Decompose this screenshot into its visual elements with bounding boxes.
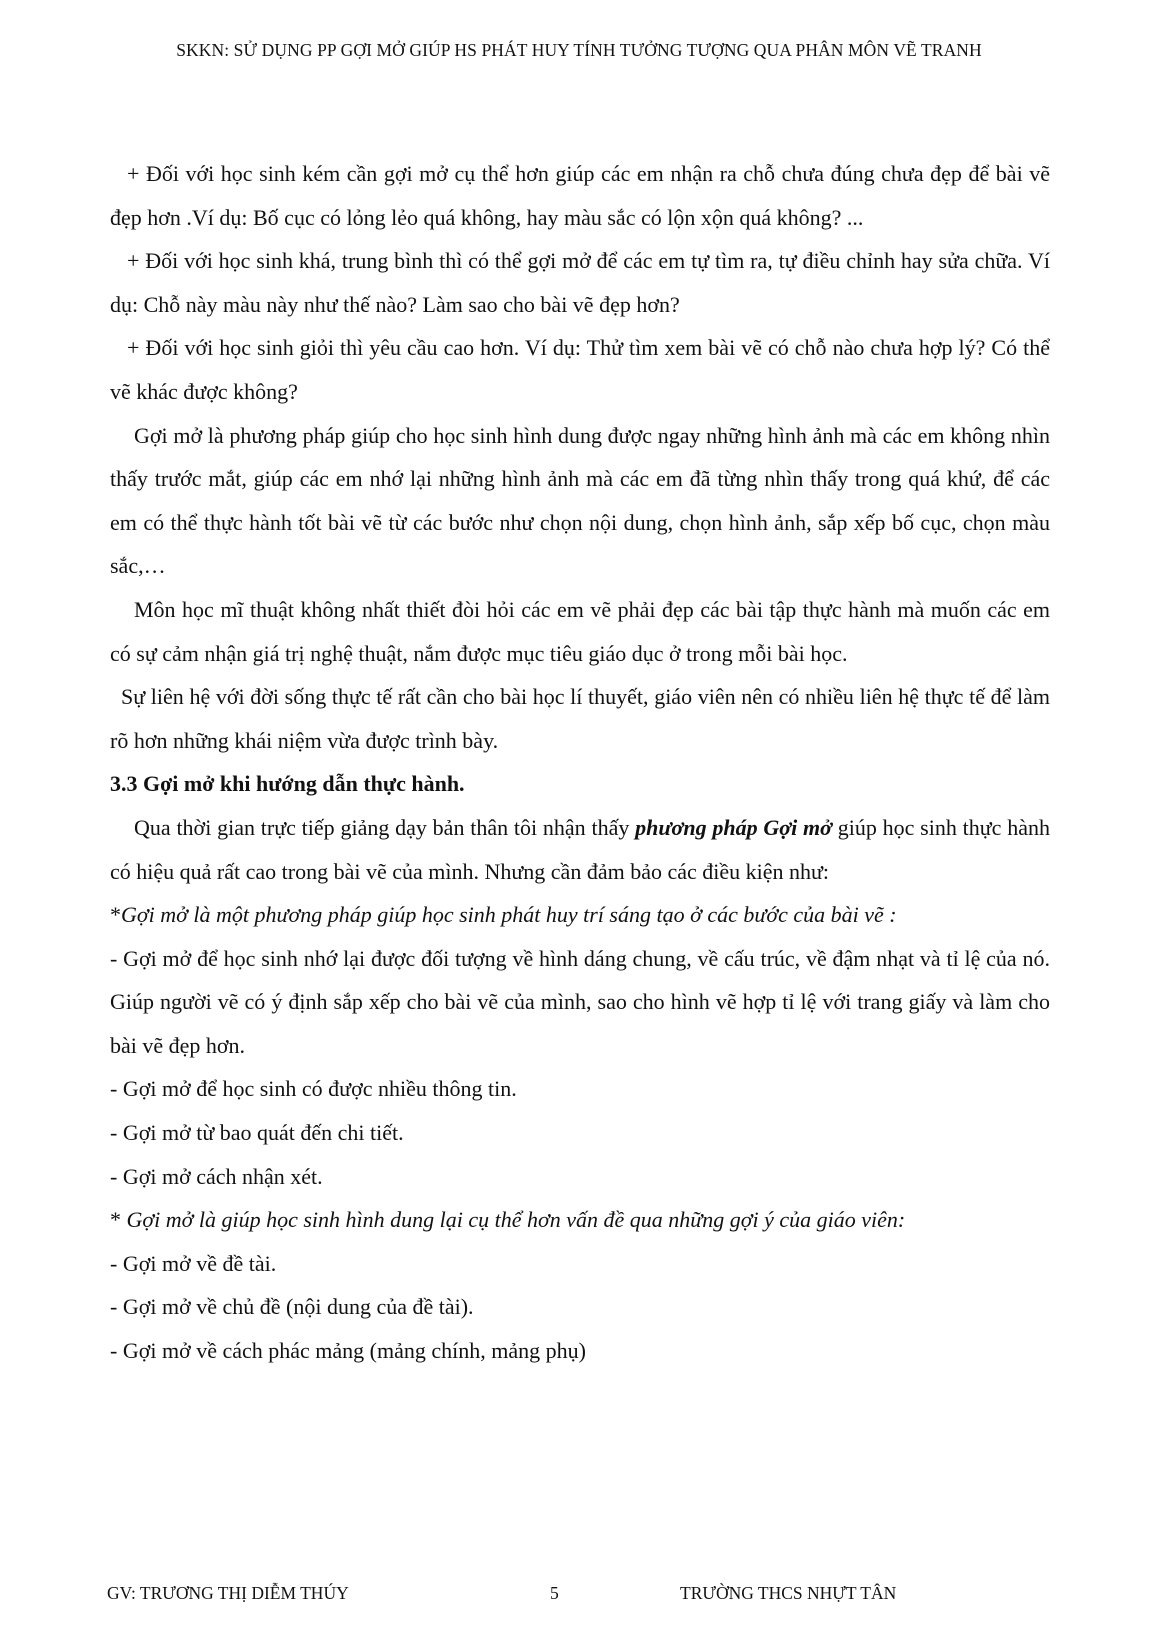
creative-steps-intro — [110, 893, 1050, 937]
paragraph-practice — [110, 806, 1050, 893]
section-heading: 3.3 Gợi mở khi hướng dẫn thực hành. — [110, 771, 465, 797]
page-number: 5 — [550, 1583, 559, 1603]
paragraph-real-life: Sự liên hệ với đời sống thực tế rất cần cho bài học lí thuyết, giáo viên nên có nhiều liên hệ thực tế để làm rõ hơn những khái niệm vừa được trình bày. — [110, 684, 1050, 753]
bullet-item: - Gợi mở để học sinh có được nhiều thông tin. — [110, 1076, 517, 1102]
bullet-item: - Gợi mở về chủ đề (nội dung của đề tài). — [110, 1294, 474, 1320]
footer-author: GV: TRƯƠNG THỊ DIỄM THÚY — [107, 1583, 349, 1603]
visualize-text: Gợi mở là giúp học sinh hình dung lại cụ thể hơn vấn đề qua những gợi ý của giáo viên: — [126, 1207, 906, 1233]
bullet-item: - Gợi mở về đề tài. — [110, 1250, 277, 1276]
asterisk-marker: * — [110, 1207, 127, 1233]
asterisk-marker: * — [110, 902, 121, 928]
paragraph-art-subject: Môn học mĩ thuật không nhất thiết đòi hỏi các em vẽ phải đẹp các bài tập thực hành mà muốn các em có sự cảm nhận giá trị nghệ thuật, nắm được mục tiêu giáo dục ở trong mỗi bài học. — [110, 596, 1050, 666]
paragraph-average-students: + Đối với học sinh khá, trung bình thì có thể gợi mở để các em tự tìm ra, tự điều chỉnh hay sửa chữa. Ví dụ: Chỗ này màu này như thế nào? Làm sao cho bài vẽ đẹp hơn? — [110, 248, 1050, 317]
visualize-intro — [110, 1198, 1050, 1242]
bullet-item: - Gợi mở để học sinh nhớ lại được đối tượng về hình dáng chung, về cấu trúc, về đậm nhạt và tỉ lệ của nó. Giúp người vẽ có ý định sắp xếp cho bài vẽ của mình, sao cho hình vẽ hợp tỉ lệ với trang giấy và làm cho bài vẽ đẹp hơn. — [110, 945, 1050, 1058]
paragraph-practice-tail: giúp học sinh thực hành có hiệu quả rất cao trong bài vẽ của mình. Nhưng cần đảm bảo các điều kiện như: — [110, 814, 1051, 884]
bullet-item: - Gợi mở từ bao quát đến chi tiết. — [110, 1120, 404, 1146]
footer-school: TRƯỜNG THCS NHỰT TÂN — [680, 1583, 897, 1603]
method-emphasis: phương pháp Gợi mở — [635, 814, 832, 840]
page-header: SKKN: SỬ DỤNG PP GỢI MỞ GIÚP HS PHÁT HUY TÍNH TƯỞNG TƯỢNG QUA PHÂN MÔN VẼ TRANH — [176, 40, 982, 60]
bullet-item: - Gợi mở cách nhận xét. — [110, 1163, 323, 1189]
document-body — [110, 152, 1050, 1373]
creative-steps-text: Gợi mở là một phương pháp giúp học sinh phát huy trí sáng tạo ở các bước của bài vẽ : — [121, 902, 897, 928]
bullet-item: - Gợi mở về cách phác mảng (mảng chính, mảng phụ) — [110, 1338, 586, 1364]
paragraph-weak-students: + Đối với học sinh kém cần gợi mở cụ thể hơn giúp các em nhận ra chỗ chưa đúng chưa đẹp để bài vẽ đẹp hơn .Ví dụ: Bố cục có lỏng lẻo quá không, hay màu sắc có lộn xộn quá không? ... — [110, 161, 1050, 230]
paragraph-suggestion-method: Gợi mở là phương pháp giúp cho học sinh hình dung được ngay những hình ảnh mà các em không nhìn thấy trước mắt, giúp các em nhớ lại những hình ảnh mà các em đã từng nhìn thấy trong quá khứ, để các em có thể thực hành tốt bài vẽ từ các bước như chọn nội dung, chọn hình ảnh, sắp xếp bố cục, chọn màu sắc,… — [110, 422, 1050, 579]
paragraph-good-students: + Đối với học sinh giỏi thì yêu cầu cao hơn. Ví dụ: Thử tìm xem bài vẽ có chỗ nào chưa hợp lý? Có thể vẽ khác được không? — [110, 335, 1050, 404]
paragraph-practice-lead: Qua thời gian trực tiếp giảng dạy bản thân tôi nhận thấy — [134, 814, 636, 840]
